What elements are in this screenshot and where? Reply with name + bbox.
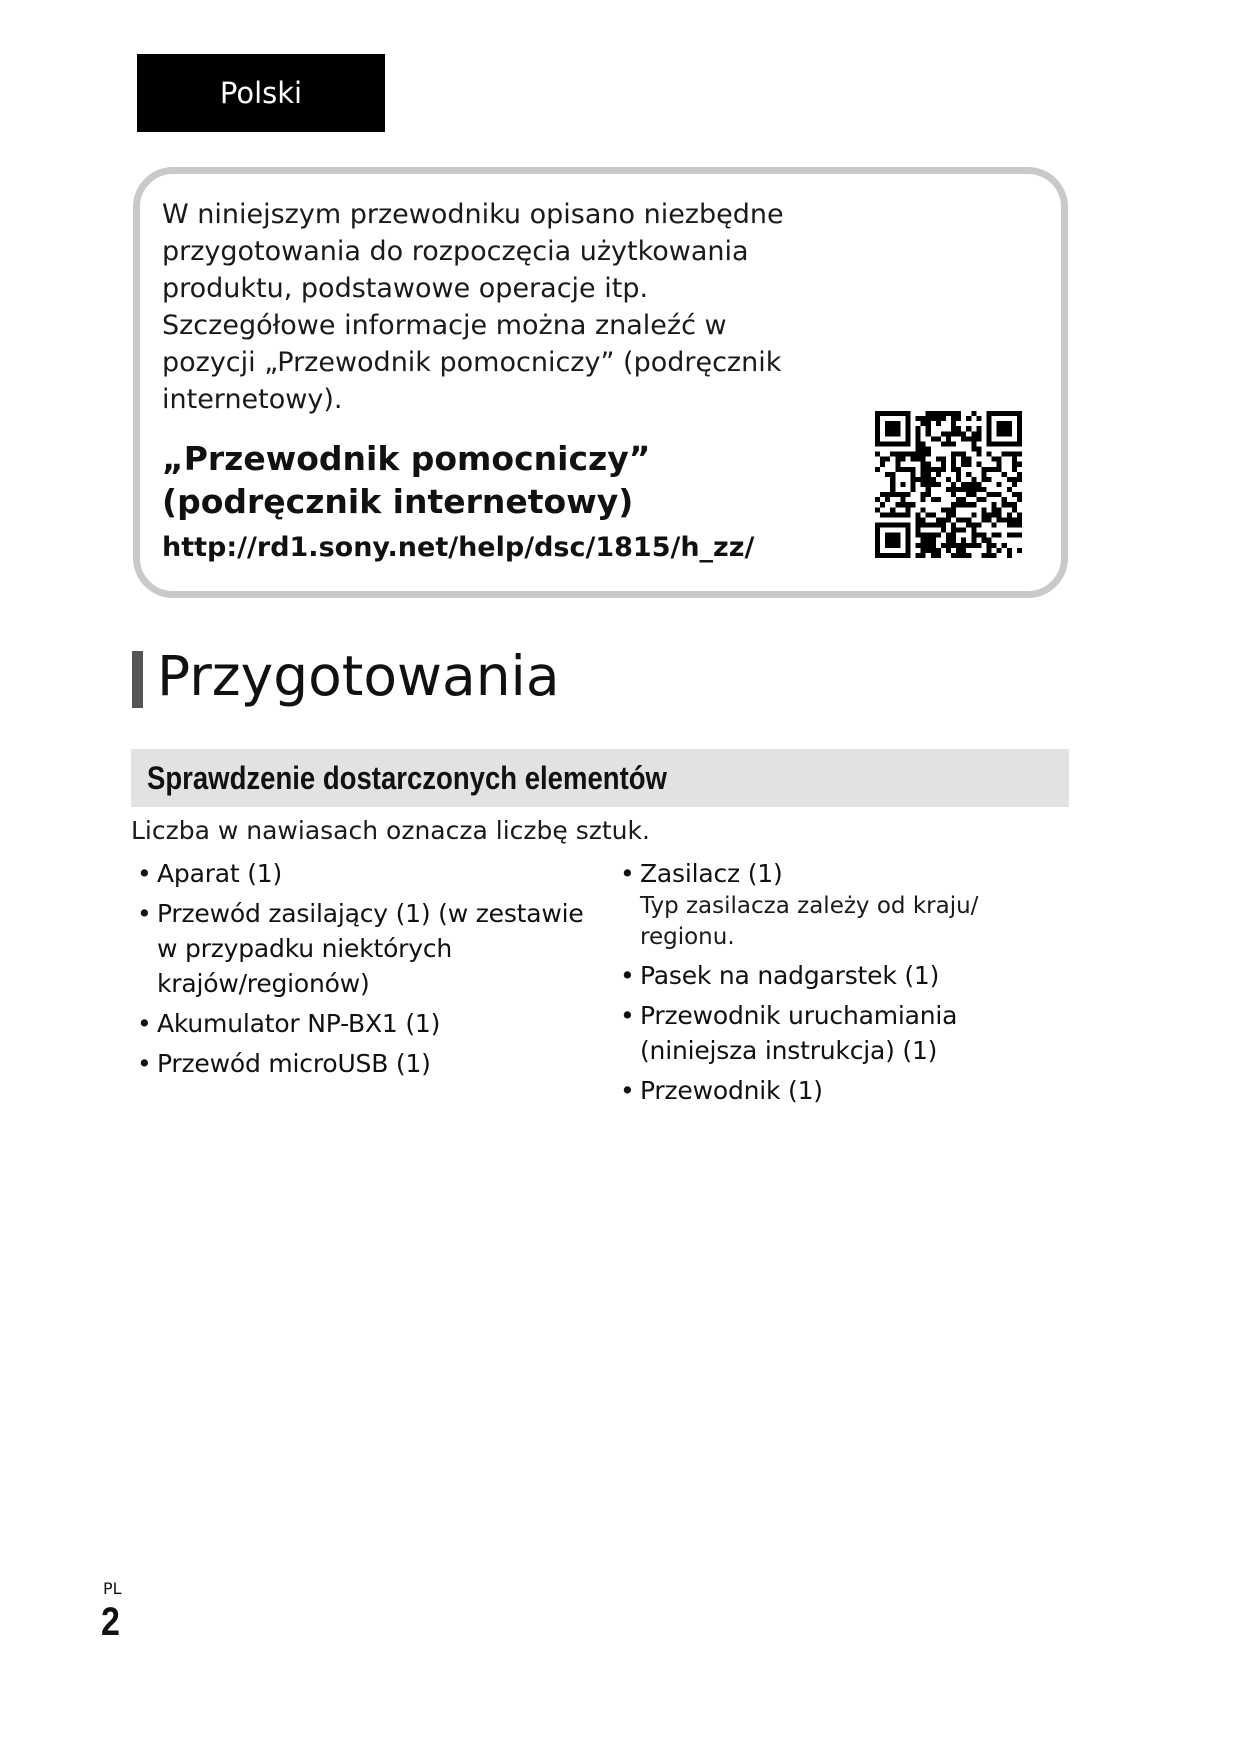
items-column-right — [620, 856, 1060, 1113]
bullet: • — [137, 1009, 152, 1038]
bullet: • — [137, 1049, 152, 1078]
help-guide-title: „Przewodnik pomocniczy” (podręcznik internetowy) — [162, 439, 651, 521]
bullet: • — [137, 859, 152, 888]
list-item-label: Przewód zasilający (1) (w zestawie w przypadku niektórych krajów/regionów) — [157, 899, 584, 998]
list-item-label: Przewodnik uruchamiania (niniejsza instrukcja) (1) — [640, 1001, 958, 1065]
bullet: • — [620, 1076, 635, 1105]
info-box-text — [162, 196, 822, 418]
list-item — [620, 958, 1060, 993]
section-header — [131, 749, 1069, 807]
heading-accent-bar — [132, 651, 143, 708]
bullet: • — [137, 899, 152, 928]
list-item-label: Akumulator NP-BX1 (1) — [157, 1009, 441, 1038]
list-item-label: Zasilacz (1) — [640, 859, 783, 888]
list-item-label: Przewodnik (1) — [640, 1076, 823, 1105]
section-title: Sprawdzenie dostarczonych elementów — [147, 759, 667, 796]
list-item — [620, 1073, 1060, 1108]
language-tab — [137, 54, 385, 132]
language-tab-label: Polski — [219, 76, 303, 110]
items-column-left — [137, 856, 597, 1086]
list-item-note: Typ zasilacza zależy od kraju/ regionu. — [640, 893, 979, 950]
section-intro: Liczba w nawiasach oznacza liczbę sztuk. — [131, 816, 650, 845]
list-item-label: Przewód microUSB (1) — [157, 1049, 431, 1078]
list-item — [620, 856, 1060, 953]
info-paragraph-1: W niniejszym przewodniku opisano niezbędne przygotowania do rozpoczęcia użytkowania produktu, podstawowe operacje itp. — [162, 199, 784, 304]
list-item-label: Aparat (1) — [157, 859, 283, 888]
list-item — [137, 1006, 597, 1041]
list-item — [137, 856, 597, 891]
list-item — [620, 998, 1060, 1068]
help-guide-url[interactable]: http://rd1.sony.net/help/dsc/1815/h_zz/ — [162, 532, 755, 563]
list-item — [137, 896, 597, 1001]
bullet: • — [620, 961, 635, 990]
bullet: • — [620, 1001, 635, 1030]
page-title: Przygotowania — [157, 644, 560, 708]
page-language-code: PL — [103, 1579, 122, 1598]
list-item-label: Pasek na nadgarstek (1) — [640, 961, 940, 990]
page-number: 2 — [101, 1600, 120, 1644]
list-item — [137, 1046, 597, 1081]
bullet: • — [620, 859, 635, 888]
info-paragraph-2: Szczegółowe informacje można znaleźć w pozycji „Przewodnik pomocniczy” (podręcznik internetowy). — [162, 310, 782, 415]
qr-code-icon — [875, 411, 1022, 558]
